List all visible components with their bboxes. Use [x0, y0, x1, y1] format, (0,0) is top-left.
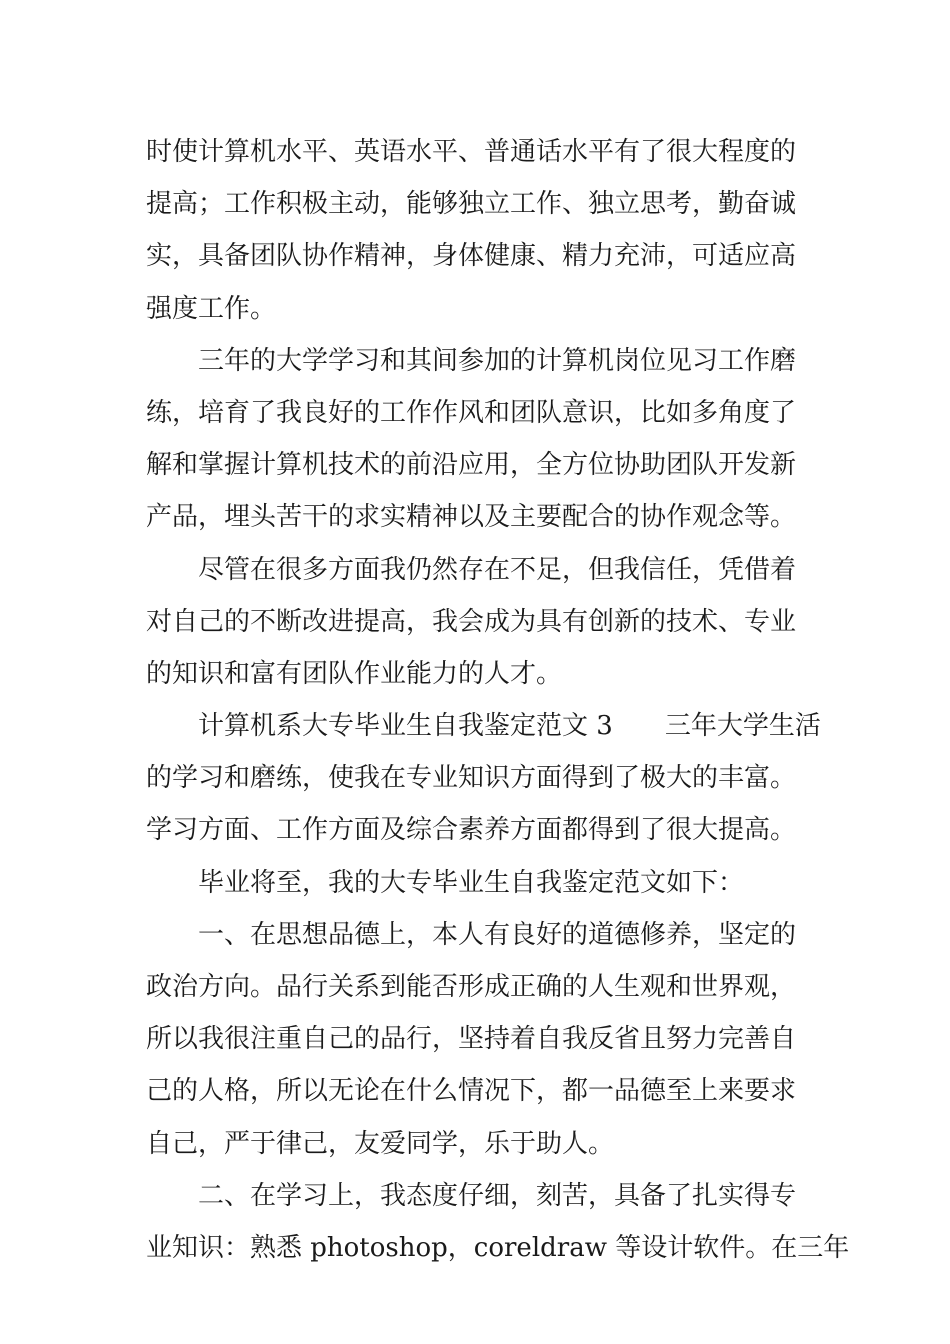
text-line: 强度工作。	[146, 293, 277, 324]
text-line: 自己，严于律己，友爱同学，乐于助人。	[146, 1128, 615, 1159]
paragraph	[146, 544, 810, 701]
text-line: 的知识和富有团队作业能力的人才。	[146, 658, 563, 689]
text-line: 练，培育了我良好的工作作风和团队意识，比如多角度了	[146, 397, 797, 428]
paragraph	[146, 1170, 850, 1274]
paragraph	[146, 857, 810, 909]
paragraph	[146, 126, 810, 335]
text-line: 己的人格，所以无论在什么情况下，都一品德至上来要求	[146, 1076, 797, 1107]
text-line: 一、在思想品德上，本人有良好的道德修养，坚定的	[198, 919, 797, 950]
text-line: 实，具备团队协作精神，身体健康、精力充沛，可适应高	[146, 241, 797, 272]
text-line: 二、在学习上，我态度仔细，刻苦，具备了扎实得专	[198, 1180, 797, 1211]
text-line: 解和掌握计算机技术的前沿应用，全方位协助团队开发新	[146, 450, 797, 481]
paragraph	[146, 909, 810, 1170]
text-line: 业知识：熟悉 photoshop，coreldraw 等设计软件。在三年	[146, 1232, 850, 1263]
section-heading: 计算机系大专毕业生自我鉴定范文 3	[198, 711, 613, 742]
text-line: 毕业将至，我的大专毕业生自我鉴定范文如下：	[198, 867, 745, 898]
text-line: 三年的大学学习和其间参加的计算机岗位见习工作磨	[198, 345, 797, 376]
text-line: 时使计算机水平、英语水平、普通话水平有了很大程度的	[146, 137, 797, 167]
text-line: 政治方向。品行关系到能否形成正确的人生观和世界观，	[146, 972, 797, 1002]
text-line: 学习方面、工作方面及综合素养方面都得到了很大提高。	[146, 815, 797, 846]
text-line: 提高；工作积极主动，能够独立工作、独立思考，勤奋诚	[146, 189, 797, 220]
document-body	[146, 126, 850, 1274]
text-line: 对自己的不断改进提高，我会成为具有创新的技术、专业	[146, 606, 797, 637]
text-line: 的学习和磨练，使我在专业知识方面得到了极大的丰富。	[146, 763, 797, 794]
text-line	[146, 700, 821, 752]
text-line: 尽管在很多方面我仍然存在不足，但我信任，凭借着	[198, 554, 797, 585]
paragraph	[146, 335, 810, 544]
text-line: 产品，埋头苦干的求实精神以及主要配合的协作观念等。	[146, 502, 797, 533]
text-line: 所以我很注重自己的品行，坚持着自我反省且努力完善自	[146, 1024, 797, 1055]
inline-text: 三年大学生活	[664, 711, 821, 742]
paragraph	[146, 700, 821, 857]
